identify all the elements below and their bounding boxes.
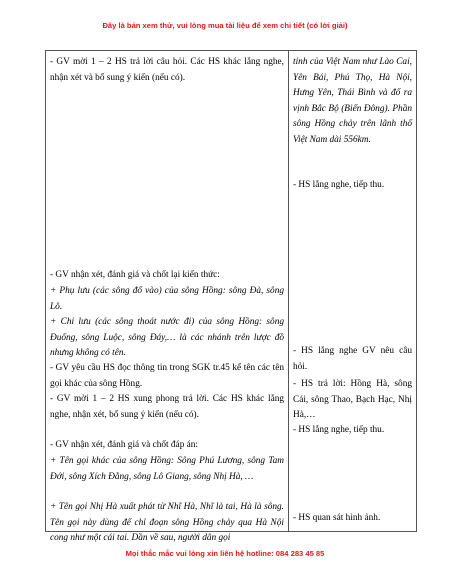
left-paragraph: + Tên gọi Nhị Hà xuất phát từ Nhĩ Hà, Nhĩ là tai, Hà là sông. Tên gọi này dùng để chỉ đoạn sông Hồng chảy qua Hà Nội cong như một cái tai. Dần về sau, người dân gọi <box>50 502 284 543</box>
left-paragraph: - GV nhận xét, đánh giá và chốt đáp án: <box>50 440 199 450</box>
left-paragraph: + Phụ lưu (các sông đổ vào) của sông Hồng: sông Đà, sông Lô. <box>50 286 284 312</box>
left-paragraph: - GV mời 1 – 2 HS trả lời câu hỏi. Các HS khác lắng nghe, nhận xét và bổ sung ý kiến (nếu có). <box>50 57 284 83</box>
teacher-activity-cell <box>46 51 289 543</box>
student-activity-cell <box>289 51 417 532</box>
table-row <box>46 51 417 532</box>
preview-notice-banner: Đây là bản xem thử, vui lòng mua tài liệu để xem chi tiết (có lời giải) <box>102 21 348 30</box>
left-paragraph: + Tên gọi khác của sông Hồng: Sông Phú Lương, sông Tam Đới, sông Xích Đằng, sông Lô Giang, sông Nhị Hà, … <box>50 456 284 482</box>
hotline-banner: Mọi thắc mắc vui lòng xin liên hệ hotline: 084 283 45 85 <box>125 549 325 558</box>
left-paragraph: + Chi lưu (các sông thoát nước đi) của sông Hồng: sông Đuống, sông Luộc, sông Đáy,… là các nhánh trên lược đồ nhưng không có tên. <box>50 317 284 358</box>
lesson-table <box>45 50 417 543</box>
right-paragraph: - HS lắng nghe GV nêu câu hỏi. <box>293 346 412 372</box>
left-paragraph: - GV mời 1 – 2 HS xung phong trả lời. Các HS khác lắng nghe, nhận xét, bổ sung ý kiến (nếu có). <box>50 394 284 420</box>
right-paragraph: - HS lắng nghe, tiếp thu. <box>293 180 385 190</box>
right-paragraph: - HS lắng nghe, tiếp thu. <box>293 425 385 435</box>
left-paragraph: - GV yêu cầu HS đọc thông tin trong SGK tr.45 kể tên các tên gọi khác của sông Hồng. <box>50 363 284 389</box>
right-paragraph: - HS trả lời: Hồng Hà, sông Cái, sông Thao, Bạch Hạc, Nhị Hà,… <box>293 379 412 420</box>
right-paragraph: tỉnh của Việt Nam như Lào Cai, Yên Bái, Phú Thọ, Hà Nội, Hưng Yên, Thái Bình và đổ ra vịnh Bắc Bộ (Biển Đông). Phần sông Hồng chảy trên lãnh thổ Việt Nam dài 556km. <box>293 57 412 145</box>
right-paragraph: - HS quan sát hình ảnh. <box>293 513 381 523</box>
left-paragraph: - GV nhận xét, đánh giá và chốt lại kiến thức: <box>50 270 220 280</box>
